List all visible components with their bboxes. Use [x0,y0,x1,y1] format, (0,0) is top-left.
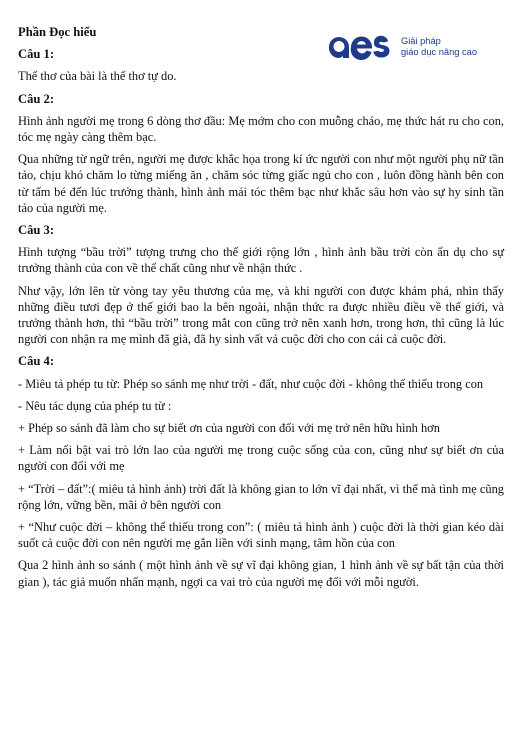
logo-tagline-line2: giáo dục nâng cao [401,47,477,57]
question-4-paragraph: + “Trời – đất”:( miêu tả hình ảnh) trời đất là không gian to lớn vĩ đại nhất, vì thế mà tình mẹ cũng rộng lớn, vững bền, mãi ở bên người con [18,481,504,512]
question-3-paragraph: Hình tượng “bầu trời” tượng trưng cho thế giới rộng lớn , hình ảnh bầu trời còn ẩn dụ cho sự trưởng thành của con về thể chất cũng như về nhận thức . [18,245,504,276]
question-3-paragraph: Như vậy, lớn lên từ vòng tay yêu thương của mẹ, và khi người con được khám phá, nhìn thấy những điều tươi đẹp ở thế giới bao la bên ngoài, nhận thức ra được nhiều điều về thế giới, và trưởng thành hơn, thì “bầu trời” trong mắt con cũng trở nên xanh hơn, trong hơn, thì cũng là lúc người con nhận ra mẹ mình đã già, đã hy sinh vất vả cuộc đời cho con cái cả cuộc đời. [18,283,504,347]
question-1-answer: Thể thơ của bài là thể thơ tự do. [18,69,177,84]
question-4-paragraph: + “Như cuộc đời – không thể thiếu trong con”: ( miêu tả hình ảnh ) cuộc đời là thời gian kéo dài suốt cả cuộc đời con nên người mẹ gắn liền với sinh mạng, tâm hồn của con [18,520,504,551]
question-4-heading: Câu 4: [18,354,55,369]
question-2-paragraph: Hình ảnh người mẹ trong 6 dòng thơ đầu: Mẹ mớm cho con muỗng cháo, mẹ thức hát ru cho con, tóc mẹ ngày càng thêm bạc. [18,113,504,145]
question-4-paragraph: - Miêu tả phép tu từ: Phép so sánh mẹ như trời - đất, như cuộc đời - không thể thiếu trong con [18,376,484,391]
question-4-paragraph: + Làm nổi bật vai trò lớn lao của người mẹ trong cuộc sống của con, cũng như sự biết ơn của người con đối với mẹ [18,443,504,474]
question-4-paragraph: Qua 2 hình ảnh so sánh ( một hình ảnh về sự vĩ đại không gian, 1 hình ảnh về sự bất tận của thời gian ), tác giả muốn nhấn mạnh, ngợi ca vai trò của người mẹ đối với mỗi người. [18,558,504,589]
question-3-heading: Câu 3: [18,223,55,238]
page-title: Phần Đọc hiểu [18,25,97,39]
question-2-heading: Câu 2: [18,91,55,106]
question-4-paragraph: - Nêu tác dụng của phép tu từ : [18,398,172,413]
question-1-heading: Câu 1: [18,47,55,62]
document-body [18,24,504,596]
question-4-paragraph: + Phép so sánh đã làm cho sự biết ơn của người con đối với mẹ trở nên hữu hình hơn [18,421,440,436]
question-2-paragraph: Qua những từ ngữ trên, người mẹ được khắc họa trong kí ức người con như một người phụ nữ tần tảo, chịu khó chăm lo từng miếng ăn , chăm sóc từng giấc ngủ cho con , luôn đồng hành bên con từ tấm bé đến lúc trưởng thành, hình ảnh mái tóc thêm bạc như khắc sâu hơn vào sự hy sinh tần tảo của người mẹ. [18,152,504,215]
logo-tagline-line1: Giải pháp [401,36,441,46]
